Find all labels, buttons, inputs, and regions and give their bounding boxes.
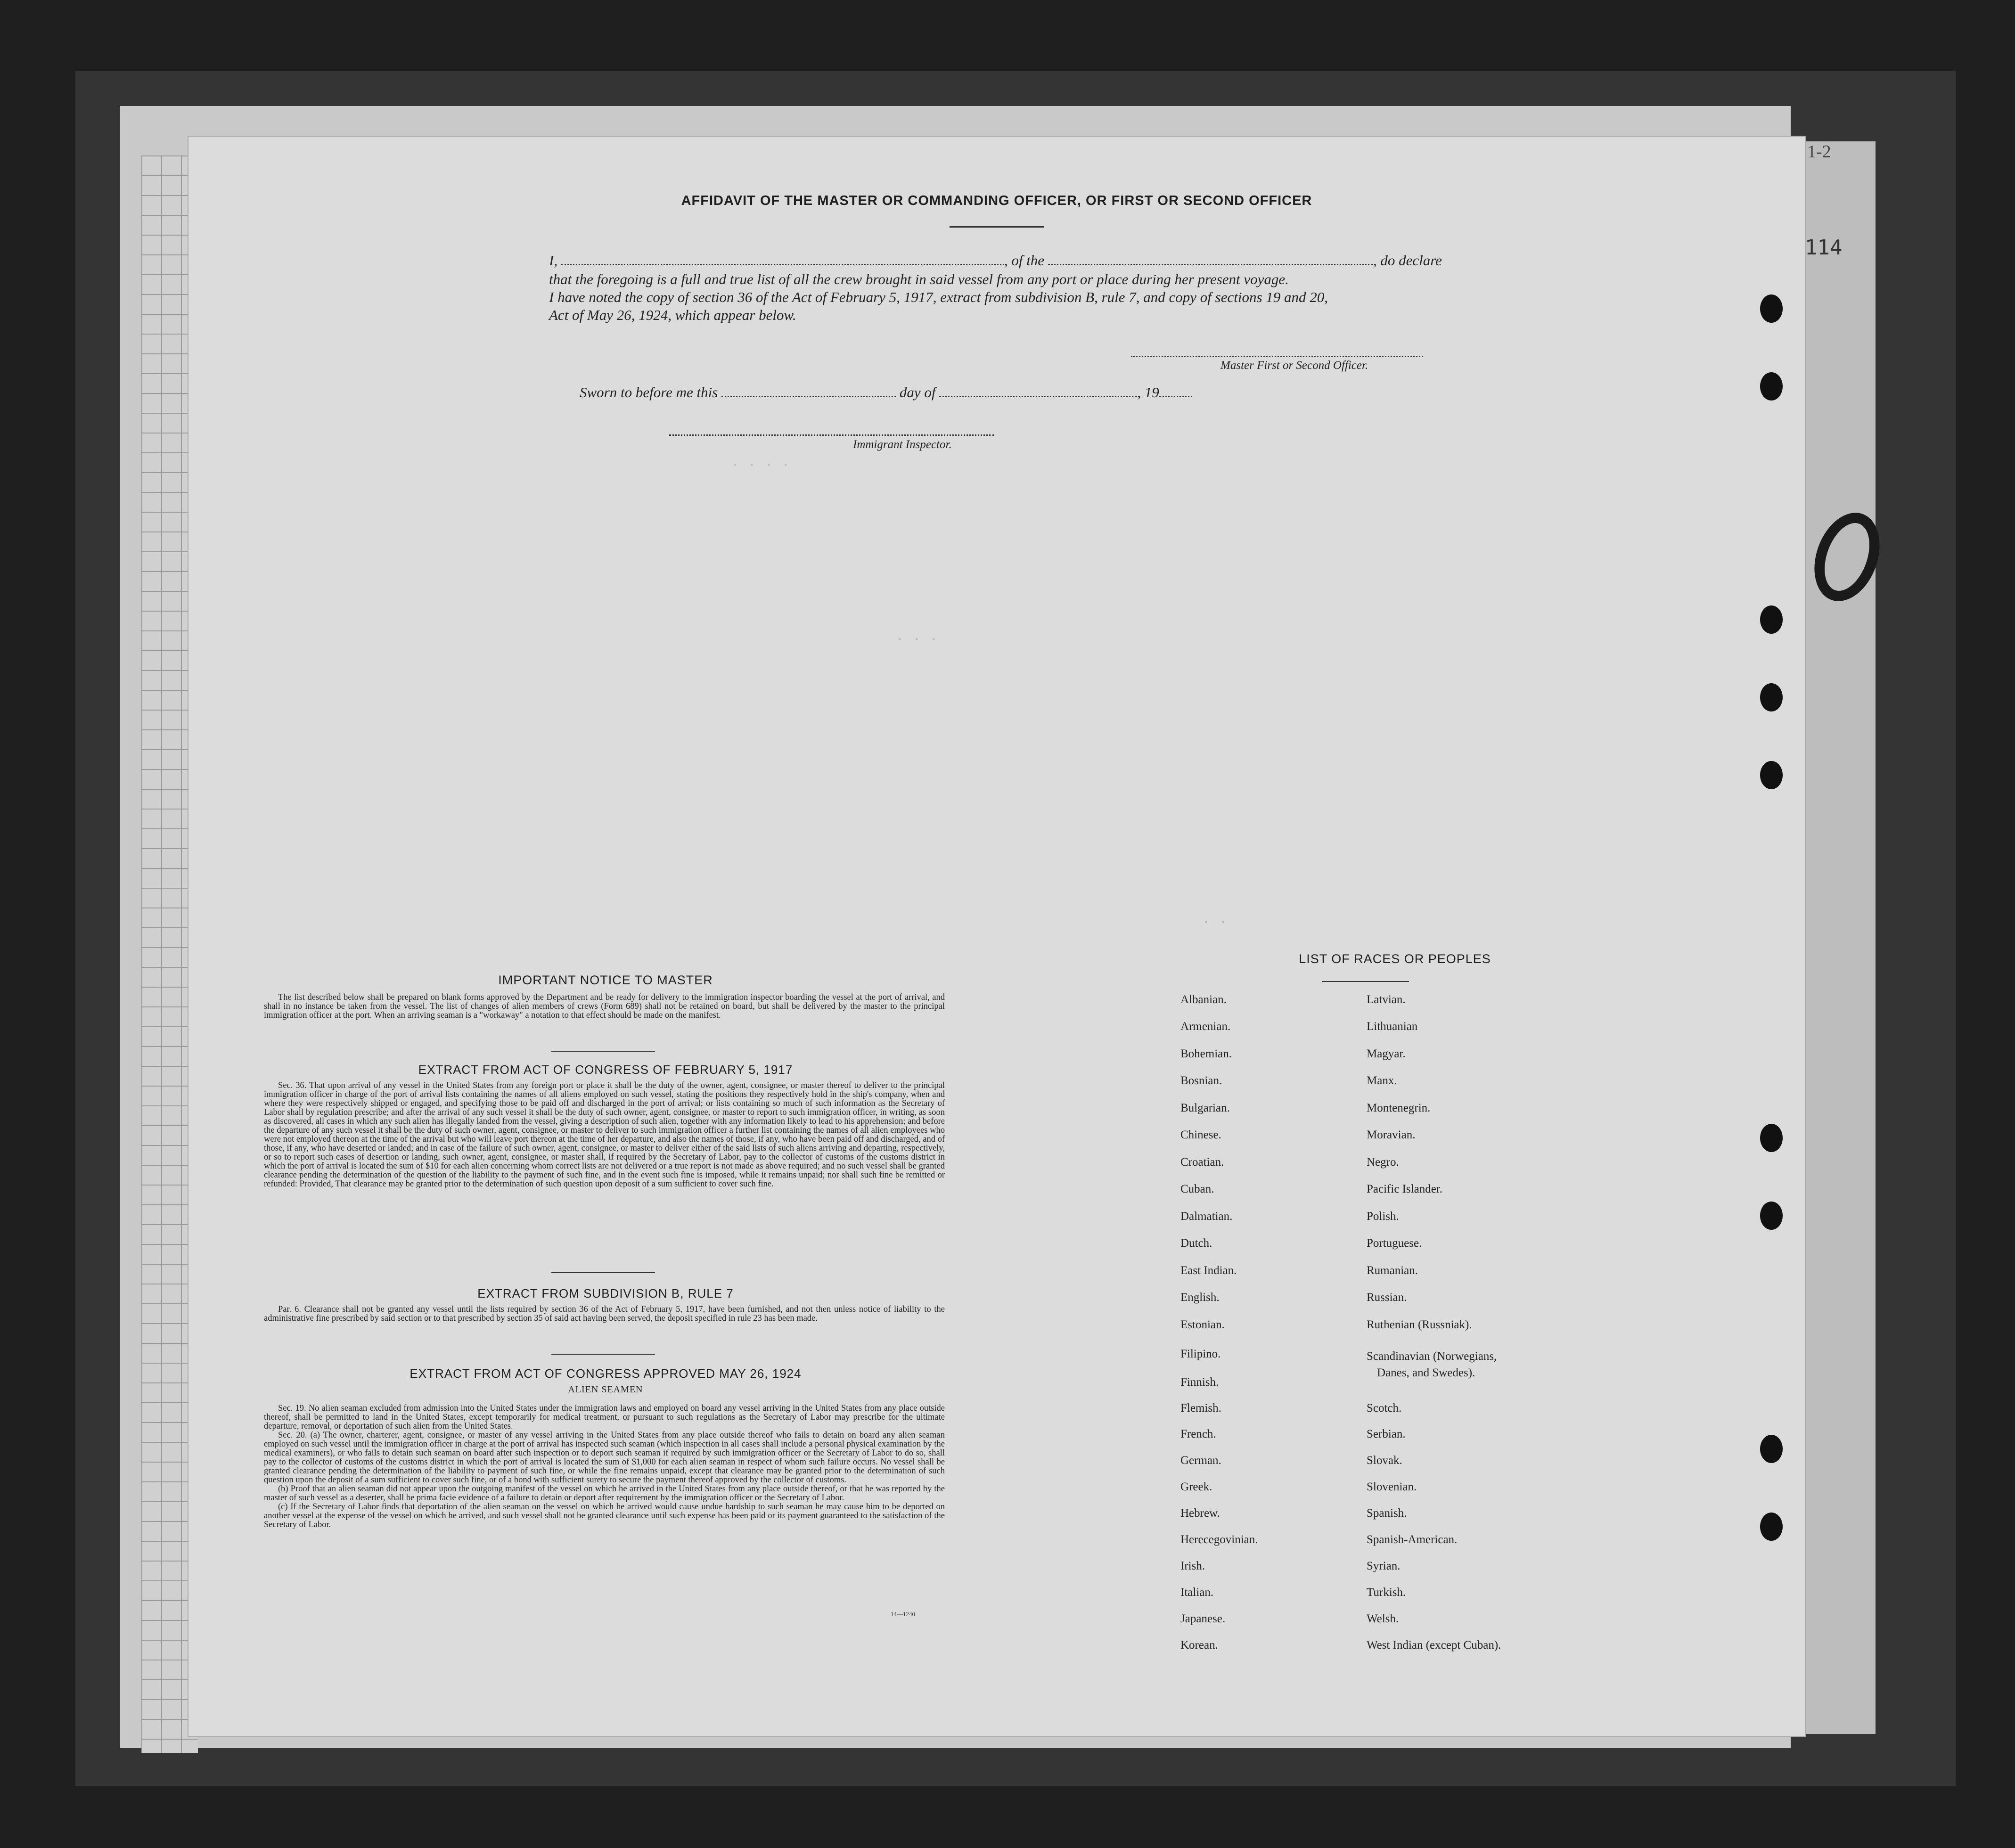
race-item: Irish. [1180,1560,1205,1572]
extract-1917-divider [551,1272,655,1273]
races-title: LIST OF RACES OR PEOPLES [1299,952,1491,966]
month-blank[interactable] [939,396,1137,397]
race-item: Japanese. [1180,1612,1226,1625]
bleed-through-marks: · · · [895,631,938,648]
side-sheet-number: 114 [1805,236,1843,260]
race-item: English. [1180,1291,1220,1304]
race-item: Spanish-American. [1367,1533,1458,1546]
extract-1924-body [264,1404,945,1529]
race-item: Croatian. [1180,1156,1224,1169]
race-item: Russian. [1367,1291,1407,1304]
section-20c-paragraph: (c) If the Secretary of Labor finds that deportation of the alien seaman on the vessel on which he arrived would cause undue hardship to such seaman he may cause him to be deported on another vessel at the expense of the vessel on which he arrived, and such vessel shall not be granted clearance until such expense has been paid or its payment guaranteed to the satisfaction of the Secretary of Labor. [264,1502,945,1529]
race-item: Cuban. [1180,1183,1214,1195]
race-item: Spanish. [1367,1507,1407,1520]
race-item: Danes, and Swedes). [1377,1366,1475,1379]
race-item: Chinese. [1180,1128,1221,1141]
punch-hole [1760,761,1783,789]
name-blank[interactable] [561,264,1004,265]
vessel-blank[interactable] [1048,264,1373,265]
notice-divider [551,1051,655,1052]
punch-hole [1760,1435,1783,1463]
race-item: Armenian. [1180,1020,1231,1033]
race-item: Turkish. [1367,1586,1406,1599]
race-item: Slovenian. [1367,1480,1417,1493]
punch-hole [1760,605,1783,634]
section-20a-paragraph: Sec. 20. (a) The owner, charterer, agent, consignee, or master of any vessel arriving in the United States from any place outside thereof who fails to detain on board any alien seaman employed on such vessel until the immigration officer in charge at the port of arrival has inspected such seaman (which inspection in all cases shall include a personal physical examination by the medical examiners), or who fails to detain such seaman on board after such inspection or to deport such seaman if required by such immigration officer or the Secretary of Labor to do so, shall pay to the collector of customs of the customs district in which the port of arrival is located the sum of $1,000 for each alien seaman in respect of whom such failure occurs. No vessel shall be granted clearance pending the determination of the liability to payment of such fine, or while the fine remains unpaid, except that clearance may be granted prior to the determination of such question upon the deposit of a sum sufficient to cover such fine, or of a bond with sufficient surety to secure the payment thereof approved by the collector of customs. [264,1431,945,1485]
race-item: Scotch. [1367,1402,1402,1415]
affidavit-title: AFFIDAVIT OF THE MASTER OR COMMANDING OFFICER, OR FIRST OR SECOND OFFICER [681,193,1312,208]
day-of-label: day of [899,384,936,401]
extract-1917-body [264,1081,945,1189]
inspector-caption: Immigrant Inspector. [853,438,952,451]
race-item: East Indian. [1180,1264,1237,1277]
race-item: Greek. [1180,1480,1212,1493]
declaration-of: , of the [1004,252,1045,269]
race-item: French. [1180,1428,1216,1440]
race-item: Portuguese. [1367,1237,1422,1250]
declaration-line-3: I have noted the copy of section 36 of the Act of February 5, 1917, extract from subdivision B, rule 7, and copy of sections 19 and 20, [549,289,1328,305]
inspector-signature-line[interactable] [669,434,994,436]
extract-1917-title: EXTRACT FROM ACT OF CONGRESS OF FEBRUARY 5, 1917 [418,1063,793,1077]
year-blank[interactable] [1159,396,1192,397]
sworn-line [580,384,1192,401]
master-caption: Master First or Second Officer. [1220,359,1368,372]
extract-rule7-title: EXTRACT FROM SUBDIVISION B, RULE 7 [477,1286,734,1300]
race-item: Slovak. [1367,1454,1402,1467]
race-item: Syrian. [1367,1560,1401,1572]
punch-hole [1760,1124,1783,1152]
master-signature-line[interactable] [1131,356,1423,357]
year-label: , 19 [1137,384,1159,401]
extract-1924-title: EXTRACT FROM ACT OF CONGRESS APPROVED MAY 26, 1924 [410,1366,802,1381]
race-item: Welsh. [1367,1612,1399,1625]
race-item: Italian. [1180,1586,1214,1599]
notice-body [264,993,945,1020]
declaration-i: I, [549,252,558,269]
punch-hole [1760,372,1783,401]
affidavit-form-sheet [188,137,1805,1736]
race-item: Bohemian. [1180,1047,1232,1060]
declaration-line-1 [549,252,1442,269]
race-item: Negro. [1367,1156,1399,1169]
declaration-line-2: that the foregoing is a full and true list of all the crew brought in said vessel from any port or place during her present voyage. [549,271,1289,287]
sworn-label: Sworn to before me this [580,384,718,401]
race-item: Bosnian. [1180,1074,1222,1087]
race-item: Ruthenian (Russniak). [1367,1318,1472,1331]
race-item: Dutch. [1180,1237,1212,1250]
races-divider [1322,981,1409,982]
race-item: Montenegrin. [1367,1102,1431,1114]
punch-hole [1760,294,1783,323]
race-item: Albanian. [1180,993,1227,1006]
bleed-through-marks: · · · · [730,457,790,474]
race-item: West Indian (except Cuban). [1367,1639,1501,1652]
race-item: Rumanian. [1367,1264,1418,1277]
extract-rule7-divider [551,1354,655,1355]
section-20b-paragraph: (b) Proof that an alien seaman did not appear upon the outgoing manifest of the vessel on which he arrived in the United States from any place outside thereof, or that he was reported by the master of such vessel as a deserter, shall be prima facie evidence of a failure to detain or deport after requirement by the immigration officer or the Secretary of Labor. [264,1484,945,1503]
notice-paragraph: The list described below shall be prepared on blank forms approved by the Department and be ready for delivery to the immigration inspector boarding the vessel at the port of arrival, and shall in no instance be taken from the vessel. The list of changes of alien members of crews (Form 689) shall not be retained on board, but shall be delivered by the master to the principal immigration officer at the port. When an arriving seaman is a "workaway" a notation to that effect should be made on the manifest. [264,993,945,1020]
race-item: Pacific Islander. [1367,1183,1443,1195]
corner-mark: 1-2 [1807,142,1831,162]
declaration-declare: , do declare [1373,252,1442,269]
race-item: Polish. [1367,1210,1399,1223]
race-item: Korean. [1180,1639,1218,1652]
section-36-paragraph: Sec. 36. That upon arrival of any vessel in the United States from any foreign port or place it shall be the duty of the owner, agent, consignee, or master thereof to deliver to the principal immigration officer in charge of the port of arrival lists containing the names of all aliens employed on such vessel, stating the positions they respectively hold in the ship's company, when and where they were respectively shipped or engaged, and specifying those to be paid off and discharged in the port of arrival; or lists containing so much of such information as the Secretary of Labor shall by regulation prescribe; and after the arrival of any such vessel it shall be the duty of such owner, agent, consignee, or master to report to such immigration officer, in writing, as soon as discovered, all cases in which any such alien has illegally landed from the vessel, giving a description of such alien, together with any information likely to lead to his apprehension; and before the departure of any such vessel it shall be the duty of such owner, agent, consignee, or master to deliver to such immigration officer a further list containing the names of all alien employees who were not employed thereon at the time of the arrival but who will leave port thereon at the time of her departure, and also the names of those, if any, who have been paid off and discharged, and of those, if any, who have deserted or landed; and in case of the failure of such owner, agent, consignee, or master to deliver either of the said lists of such aliens arriving and departing, respectively, or so to report such cases of desertion or landing, such owner, agent, consignee, or master shall, if required by the Secretary of Labor, pay to the collector of customs of the customs district in which the port of arrival is located the sum of $10 for each alien concerning whom correct lists are not delivered or a true report is not made as above required; and no such vessel shall be granted clearance pending the determination of the question of the liability to the payment of such fine, and in the event such fine is imposed, while it remains unpaid; nor shall such fine be remitted or refunded: Provided, That clearance may be granted prior to the determination of such question upon deposit of a sum sufficient to cover such fine. [264,1081,945,1189]
race-item: Estonian. [1180,1318,1225,1331]
extract-rule7-body [264,1305,945,1323]
race-item: Herecegovinian. [1180,1533,1258,1546]
declaration-line-4: Act of May 26, 1924, which appear below. [549,307,796,323]
race-item: Scandinavian (Norwegians, [1367,1350,1497,1363]
form-number: 14—1240 [891,1611,915,1618]
punch-hole [1760,683,1783,711]
day-blank[interactable] [721,396,896,397]
race-item: German. [1180,1454,1221,1467]
race-item: Hebrew. [1180,1507,1220,1520]
alien-seamen-subtitle: ALIEN SEAMEN [568,1384,643,1395]
bleed-through-marks: · · [1202,914,1228,931]
race-item: Finnish. [1180,1376,1219,1389]
race-item: Dalmatian. [1180,1210,1233,1223]
race-item: Lithuanian [1367,1020,1418,1033]
punch-hole [1760,1202,1783,1230]
race-item: Magyar. [1367,1047,1406,1060]
title-divider [950,226,1044,228]
punch-hole [1760,1513,1783,1541]
race-item: Latvian. [1367,993,1406,1006]
race-item: Moravian. [1367,1128,1416,1141]
notice-title: IMPORTANT NOTICE TO MASTER [498,973,713,987]
race-item: Filipino. [1180,1348,1221,1360]
par-6-paragraph: Par. 6. Clearance shall not be granted any vessel until the lists required by section 36 of the Act of February 5, 1917, have been furnished, and not then unless notice of liability to the administrative fine prescribed by said section or to that prescribed by section 35 of said act having been served, the deposit specified in rule 23 has been made. [264,1305,945,1323]
race-item: Serbian. [1367,1428,1406,1440]
race-item: Manx. [1367,1074,1397,1087]
race-item: Flemish. [1180,1402,1221,1415]
race-item: Bulgarian. [1180,1102,1230,1114]
section-19-paragraph: Sec. 19. No alien seaman excluded from admission into the United States under the immigration laws and employed on board any vessel arriving in the United States from any place outside thereof, shall be permitted to land in the United States, except temporarily for medical treatment, or pursuant to such regulations as the Secretary of Labor may prescribe for the ultimate departure, removal, or deportation of such alien from the United States. [264,1404,945,1431]
